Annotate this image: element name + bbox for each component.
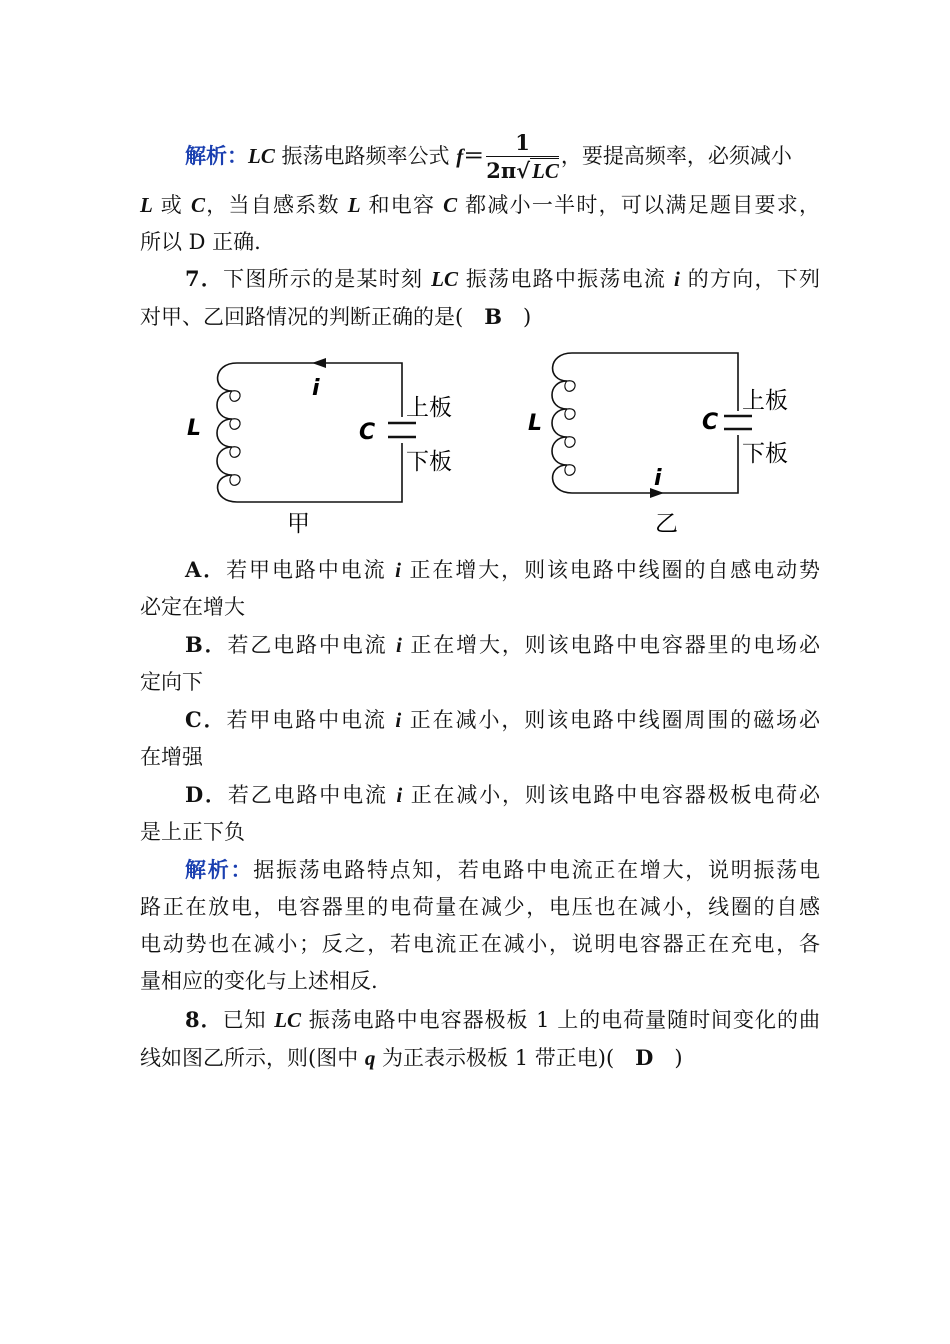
yi-L-label: L xyxy=(528,411,543,436)
q7-analysis-line-4: 量相应的变化与上述相反. xyxy=(140,969,378,993)
option-c-line-1: C．若甲电路中电流 i 正在减小，则该电路中线圈周围的磁场必 xyxy=(185,707,820,732)
q7-analysis-line-1: 解析：据振荡电路特点知，若电路中电流正在增大，说明振荡电 xyxy=(185,857,821,882)
yi-top-plate-label: 上板 xyxy=(742,388,788,414)
yi-i-label: i xyxy=(654,466,662,491)
q7-stem-line-1: 7．下图所示的是某时刻 LC 振荡电路中振荡电流 i 的方向，下列 xyxy=(185,266,820,291)
jia-caption: 甲 xyxy=(287,511,310,537)
q8-stem-line-1: 8．已知 LC 振荡电路中电容器极板 1 上的电荷量随时间变化的曲 xyxy=(185,1007,820,1032)
jia-i-label: i xyxy=(312,376,320,401)
q6-analysis-line-1: 解析：LC 振荡电路频率公式 f＝ $\frac{1}{2\pi√LC}$ ，要提高频率，必须减小 xyxy=(185,130,792,183)
q8-stem-line-2: 线如图乙所示，则(图中 q 为正表示极板 1 带正电)( D ) xyxy=(140,1045,683,1070)
yi-caption: 乙 xyxy=(655,511,678,537)
option-b-line-1: B．若乙电路中电流 i 正在增大，则该电路中电容器里的电场必 xyxy=(185,632,820,657)
jia-C-label: C xyxy=(359,420,376,445)
option-c-line-2: 在增强 xyxy=(140,745,203,769)
q7-stem-line-2: 对甲、乙回路情况的判断正确的是( B ) xyxy=(140,304,532,329)
jia-top-plate-label: 上板 xyxy=(406,395,452,421)
option-d-line-1: D．若乙电路中电流 i 正在减小，则该电路中电容器极板电荷必 xyxy=(185,782,820,807)
analysis-label: 解析： xyxy=(185,143,248,168)
option-b-line-2: 定向下 xyxy=(140,670,203,694)
option-a-line-2: 必定在增大 xyxy=(140,595,245,619)
q7-analysis-line-3: 电动势也在减小；反之，若电流正在减小，说明电容器正在充电，各 xyxy=(140,932,820,956)
q7-analysis-line-2: 路正在放电，电容器里的电荷量在减少，电压也在减小，线圈的自感 xyxy=(140,895,820,919)
q6-analysis-line-3: 所以 D 正确. xyxy=(140,230,261,254)
option-d-line-2: 是上正下负 xyxy=(140,820,245,844)
arrow-jia-icon xyxy=(312,358,326,368)
yi-bottom-plate-label: 下板 xyxy=(742,441,788,467)
jia-L-label: L xyxy=(187,416,202,441)
q8-answer: D xyxy=(635,1045,654,1070)
frequency-fraction: $\frac{1}{2\pi√LC}$ xyxy=(486,130,559,183)
yi-C-label: C xyxy=(702,410,719,435)
option-a-line-1: A．若甲电路中电流 i 正在增大，则该电路中线圈的自感电动势 xyxy=(185,557,820,582)
lc-circuit-figure xyxy=(0,345,950,545)
circuit-yi xyxy=(552,353,752,493)
q6-analysis-line-2: L 或 C，当自感系数 L 和电容 C 都减小一半时，可以满足题目要求， xyxy=(140,193,820,217)
q7-answer: B xyxy=(484,304,502,329)
jia-bottom-plate-label: 下板 xyxy=(406,449,452,475)
